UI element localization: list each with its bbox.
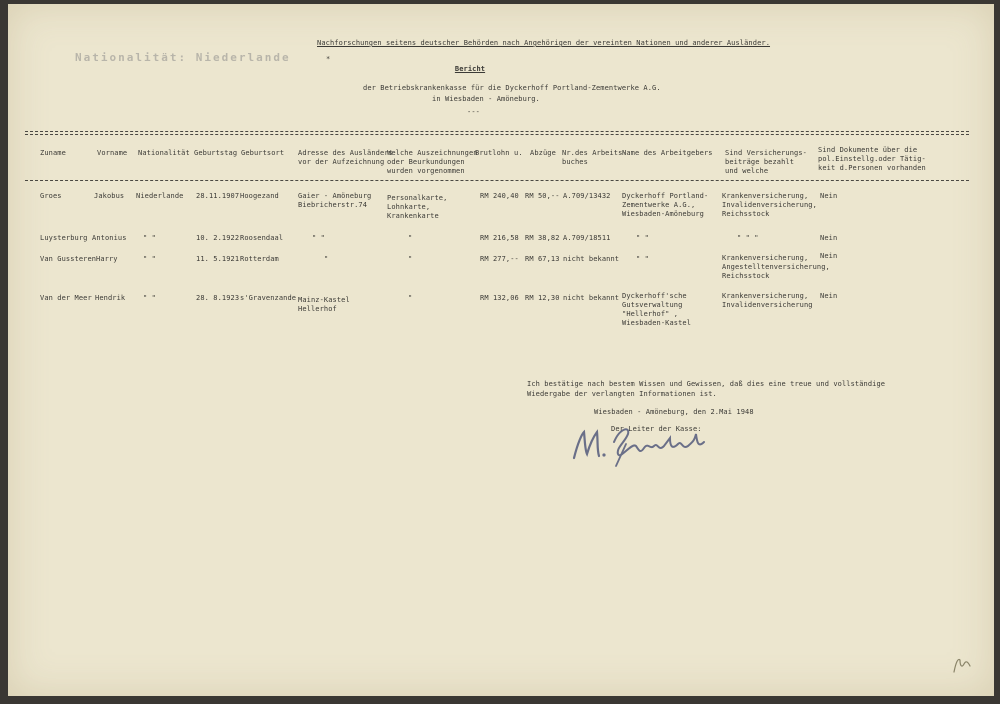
cell-dokumente: Nein (820, 252, 838, 260)
col-arbeitgeber: Name des Arbeitgebers (622, 149, 713, 157)
divider-top-2 (25, 134, 969, 135)
confirmation-line-1: Ich bestätige nach bestem Wissen und Gewissen, daß dies eine treue und vollständige (527, 380, 886, 388)
col-adresse-1: Adresse des Ausländers (298, 149, 393, 157)
cell-nationalitaet: " " (143, 234, 156, 242)
cell-arbeitgeber: Zementwerke A.G., (622, 201, 696, 209)
col-versicherung-1: Sind Versicherungs- (725, 149, 807, 157)
cell-geburtstag: 10. 2.1922 (196, 234, 240, 242)
col-nationalitaet: Nationalität (138, 149, 190, 157)
cell-arbeitsbuch: nicht bekannt (563, 255, 620, 263)
divider-top (25, 131, 969, 132)
cell-geburtsort: s'Gravenzande (240, 294, 297, 302)
cell-abzuege: RM 67,13 (525, 255, 560, 263)
col-auszeichnungen-2: oder Beurkundungen (387, 158, 465, 166)
cell-versicherung: Reichsstock (722, 210, 770, 218)
cell-adresse: " " (312, 234, 325, 242)
divider-header (25, 180, 969, 181)
cell-vorname: Harry (96, 255, 118, 263)
cell-versicherung: Invalidenversicherung (722, 301, 813, 309)
cell-arbeitgeber: Dyckerhoff'sche (622, 292, 687, 300)
col-vorname: Vorname (97, 149, 128, 157)
nationality-stamp: Nationalität: Niederlande (75, 51, 291, 64)
asterisk-mark: * (326, 55, 331, 63)
cell-auszeichnungen: Lohnkarte, (387, 203, 431, 211)
cell-versicherung: " " " (737, 234, 759, 242)
signatory-role: Der Leiter der Kasse: (611, 425, 702, 433)
report-subtitle-3: --- (467, 108, 480, 116)
cell-auszeichnungen: " (408, 234, 413, 242)
col-arbeitsbuch-2: buches (562, 158, 588, 166)
report-title: Bericht (454, 65, 486, 73)
report-subtitle-2: in Wiesbaden - Amöneburg. (432, 95, 540, 103)
col-dokumente-1: Sind Dokumente über die (818, 146, 918, 154)
col-u: u. (514, 149, 523, 157)
col-auszeichnungen-3: wurden vorgenommen (387, 167, 465, 175)
col-versicherung-2: beiträge bezahlt (725, 158, 795, 166)
cell-vorname: Antonius (92, 234, 127, 242)
cell-brutto: RM 132,06 (480, 294, 519, 302)
col-zuname: Zuname (40, 149, 66, 157)
cell-arbeitsbuch: nicht bekannt (563, 294, 620, 302)
cell-nationalitaet: " " (143, 294, 156, 302)
cell-nationalitaet: Niederlande (136, 192, 184, 200)
cell-dokumente: Nein (820, 234, 838, 242)
col-dokumente-2: pol.Einstellg.oder Tätig- (818, 155, 926, 163)
cell-adresse: Mainz-Kastel (298, 296, 350, 304)
cell-versicherung: Krankenversicherung, (722, 192, 809, 200)
col-adresse-2: vor der Aufzeichnung (298, 158, 385, 166)
report-subtitle-1: der Betriebskrankenkasse für die Dyckerhoff Portland-Zementwerke A.G. (363, 84, 661, 92)
cell-geburtsort: Hoogezand (240, 192, 279, 200)
cell-zuname: Van der Meer (40, 294, 92, 302)
col-auszeichnungen-1: Welche Auszeichnungen (387, 149, 478, 157)
confirmation-line-2: Wiedergabe der verlangten Informationen ist. (527, 390, 717, 398)
col-brutto: Brutlohn (475, 149, 510, 157)
cell-arbeitgeber: Dyckerhoff Portland- (622, 192, 709, 200)
cell-dokumente: Nein (820, 192, 838, 200)
cell-abzuege: RM 38,82 (525, 234, 560, 242)
cell-adresse: Gaier - Amöneburg (298, 192, 372, 200)
cell-brutto: RM 277,-- (480, 255, 519, 263)
cell-versicherung: Angestelltenversicherung, (722, 263, 830, 271)
cell-zuname: Groes (40, 192, 62, 200)
cell-arbeitgeber: "Hellerhof" , (622, 310, 679, 318)
cell-geburtsort: Rotterdam (240, 255, 279, 263)
cell-vorname: Hendrik (95, 294, 126, 302)
cell-versicherung: Krankenversicherung, (722, 292, 809, 300)
cell-auszeichnungen: " (408, 255, 413, 263)
cell-arbeitgeber: " " (636, 255, 649, 263)
cell-adresse: " (324, 255, 329, 263)
header-line: Nachforschungen seitens deutscher Behörden nach Angehörigen der vereinten Nationen und anderer Ausländer. (317, 39, 771, 47)
col-dokumente-3: keit d.Personen vorhanden (818, 164, 926, 172)
cell-zuname: Luysterburg (40, 234, 88, 242)
cell-arbeitgeber: Gutsverwaltung (622, 301, 683, 309)
cell-abzuege: RM 12,30 (525, 294, 560, 302)
cell-auszeichnungen: Krankenkarte (387, 212, 439, 220)
col-geburtstag: Geburtstag (194, 149, 238, 157)
cell-geburtsort: Roosendaal (240, 234, 284, 242)
col-versicherung-3: und welche (725, 167, 769, 175)
col-arbeitsbuch-1: Nr.des Arbeits- (562, 149, 627, 157)
cell-arbeitsbuch: A.709/13432 (563, 192, 611, 200)
cell-adresse: Hellerhof (298, 305, 337, 313)
col-geburtsort: Geburtsort (241, 149, 285, 157)
place-date: Wiesbaden - Amöneburg, den 2.Mai 1948 (594, 408, 754, 416)
cell-brutto: RM 216,58 (480, 234, 519, 242)
cell-geburtstag: 28. 8.1923 (196, 294, 240, 302)
cell-arbeitgeber: Wiesbaden-Kastel (622, 319, 692, 327)
cell-vorname: Jakobus (94, 192, 125, 200)
cell-dokumente: Nein (820, 292, 838, 300)
cell-zuname: Van Gussteren (40, 255, 97, 263)
cell-versicherung: Reichsstock (722, 272, 770, 280)
cell-arbeitgeber: " " (636, 234, 649, 242)
document-page (8, 4, 994, 696)
cell-arbeitgeber: Wiesbaden-Amöneburg (622, 210, 704, 218)
page-mark (948, 648, 978, 678)
cell-abzuege: RM 50,-- (525, 192, 560, 200)
cell-versicherung: Krankenversicherung, (722, 254, 809, 262)
col-abzuege: Abzüge (530, 149, 556, 157)
cell-geburtstag: 28.11.1907 (196, 192, 240, 200)
cell-brutto: RM 240,40 (480, 192, 519, 200)
cell-auszeichnungen: Personalkarte, (387, 194, 448, 202)
cell-auszeichnungen: " (408, 294, 413, 302)
cell-versicherung: Invalidenversicherung, (722, 201, 817, 209)
cell-nationalitaet: " " (143, 255, 156, 263)
handwritten-signature (570, 420, 720, 470)
cell-adresse: Biebricherstr.74 (298, 201, 368, 209)
cell-arbeitsbuch: A.709/18511 (563, 234, 611, 242)
cell-geburtstag: 11. 5.1921 (196, 255, 240, 263)
